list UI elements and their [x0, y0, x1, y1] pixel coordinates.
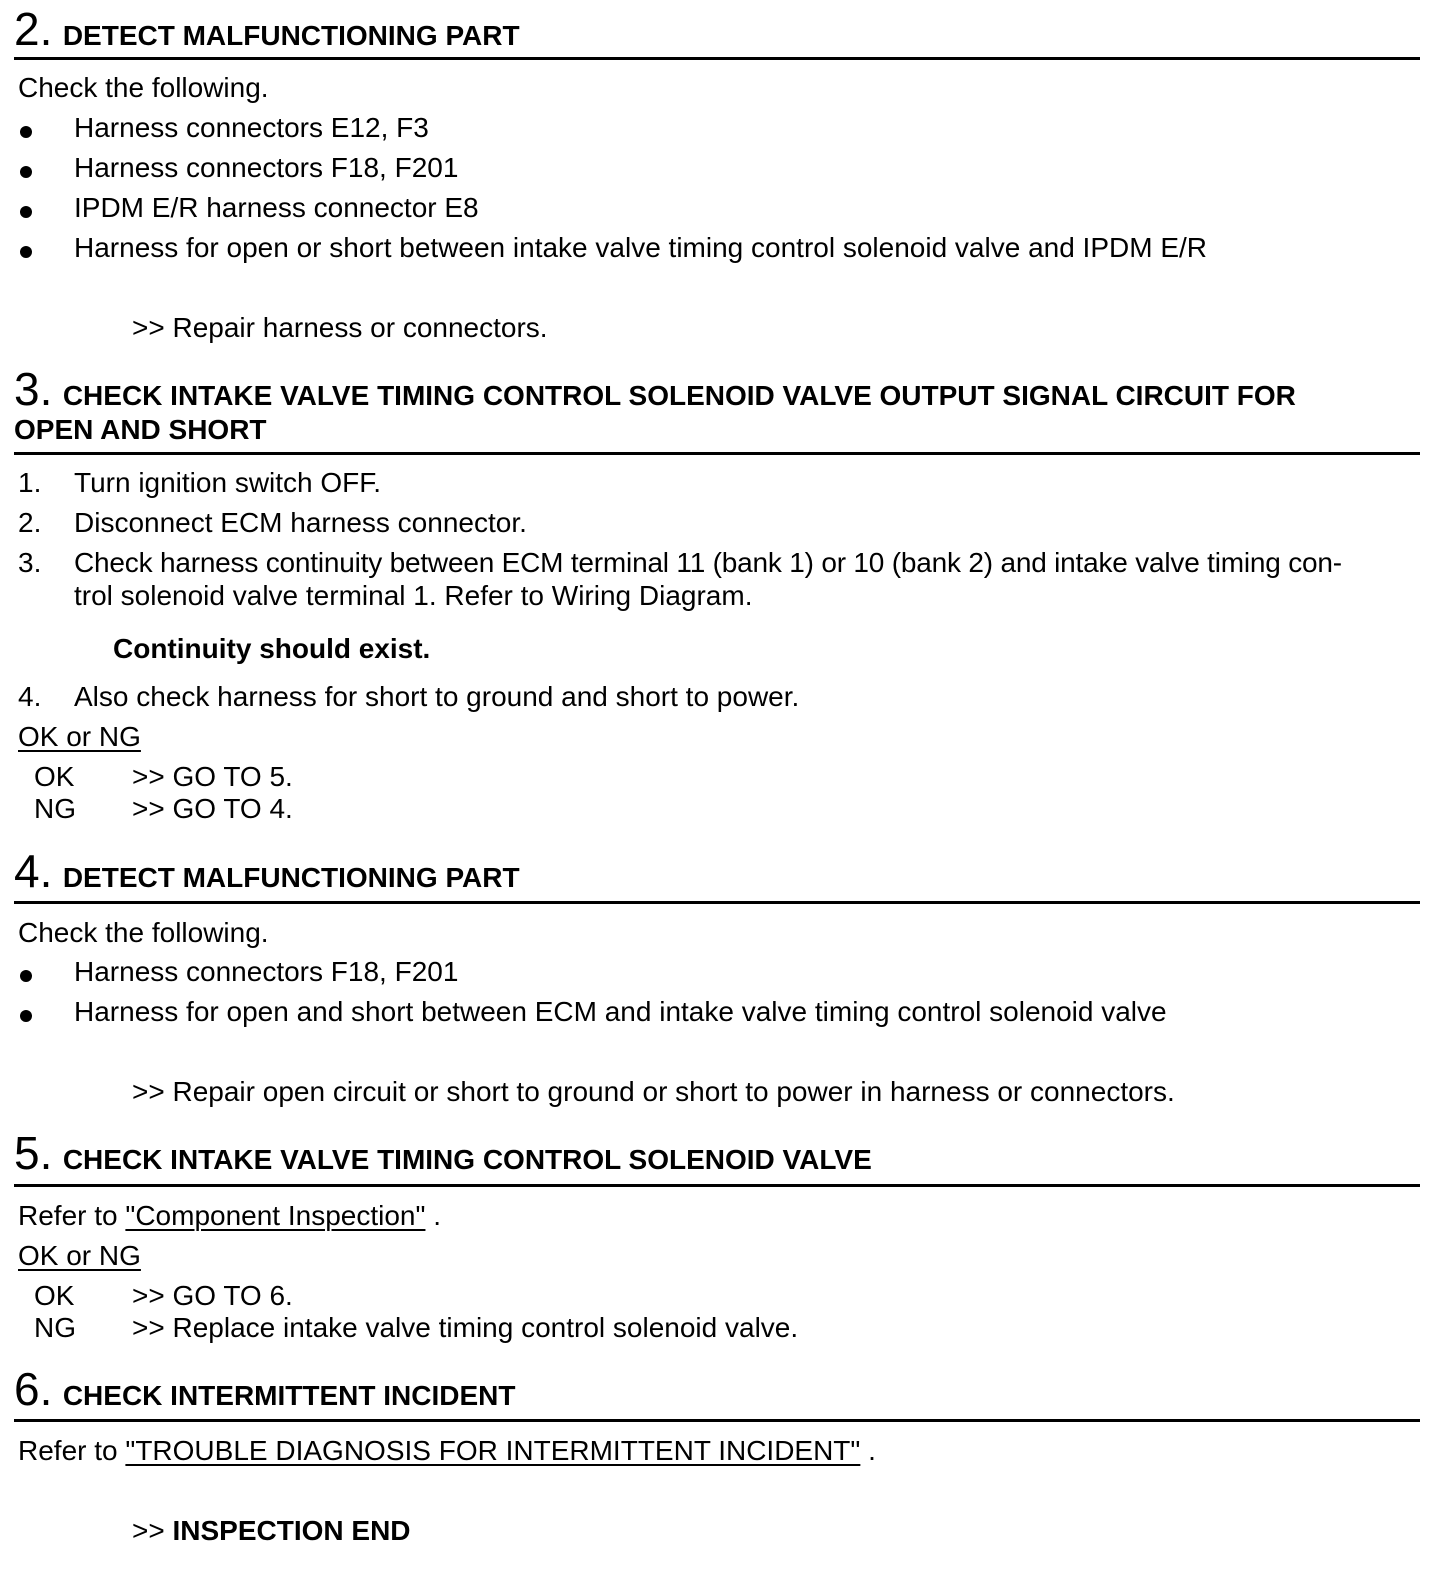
bullet-icon — [20, 1010, 32, 1022]
bullet-icon — [20, 246, 32, 258]
refer-suffix: . — [860, 1435, 876, 1466]
list-item: IPDM E/R harness connector E8 — [74, 192, 479, 223]
section-divider — [14, 1419, 1420, 1422]
section-divider — [14, 452, 1420, 455]
bullet-icon — [20, 206, 32, 218]
step-heading — [14, 3, 520, 55]
ok-label: OK — [34, 1280, 75, 1311]
step-index: 2. — [18, 507, 42, 538]
step-heading — [14, 1127, 872, 1179]
step-number: 5. — [14, 1127, 53, 1179]
intro-text: Check the following. — [18, 917, 269, 948]
list-item: Harness connectors F18, F201 — [74, 956, 459, 987]
ng-result: >> Replace intake valve timing control solenoid valve. — [132, 1312, 799, 1343]
ok-result: >> GO TO 5. — [132, 761, 293, 792]
refer-prefix: Refer to — [18, 1200, 126, 1231]
step-number: 3. — [14, 363, 53, 415]
step-text: Turn ignition switch OFF. — [74, 467, 382, 498]
step-number: 4. — [14, 845, 53, 897]
result-text: >> Repair harness or connectors. — [132, 312, 548, 343]
step-title: DETECT MALFUNCTIONING PART — [62, 20, 520, 51]
step-text-continued: trol solenoid valve terminal 1. Refer to Wiring Diagram. — [74, 580, 753, 611]
section-divider — [14, 901, 1420, 904]
ok-ng-label: OK or NG — [18, 1240, 141, 1271]
section-divider — [14, 57, 1420, 60]
spec-note: Continuity should exist. — [113, 633, 431, 664]
step-title: DETECT MALFUNCTIONING PART — [62, 862, 520, 893]
refer-prefix: Refer to — [18, 1435, 126, 1466]
list-item: Harness connectors F18, F201 — [74, 152, 459, 183]
step-index: 1. — [18, 467, 42, 498]
ng-label: NG — [34, 1312, 76, 1343]
bullet-icon — [20, 126, 32, 138]
refer-text — [18, 1200, 441, 1232]
inspection-end: INSPECTION END — [172, 1515, 411, 1546]
bullet-icon — [20, 166, 32, 178]
list-item: Harness for open and short between ECM and intake valve timing control solenoid valve — [74, 996, 1167, 1027]
list-item: Harness connectors E12, F3 — [74, 112, 429, 143]
ng-label: NG — [34, 793, 76, 824]
section-divider — [14, 1184, 1420, 1187]
step-title-continued: OPEN AND SHORT — [14, 414, 267, 445]
ng-result: >> GO TO 4. — [132, 793, 293, 824]
step-number: 6. — [14, 1363, 53, 1415]
bullet-icon — [20, 970, 32, 982]
step-text: Disconnect ECM harness connector. — [74, 507, 527, 538]
result-text: >> Repair open circuit or short to ground or short to power in harness or connectors. — [132, 1076, 1175, 1107]
step-index: 4. — [18, 681, 42, 712]
refer-suffix: . — [425, 1200, 442, 1231]
step-heading — [14, 1363, 516, 1415]
step-index: 3. — [18, 547, 42, 578]
intro-text: Check the following. — [18, 72, 269, 103]
step-number: 2. — [14, 3, 53, 55]
step-heading — [14, 845, 520, 897]
ok-label: OK — [34, 761, 75, 792]
ok-ng-label: OK or NG — [18, 721, 141, 752]
step-title: CHECK INTAKE VALVE TIMING CONTROL SOLENOID VALVE OUTPUT SIGNAL CIRCUIT FOR — [62, 380, 1296, 411]
refer-text — [18, 1435, 876, 1467]
list-item: Harness for open or short between intake valve timing control solenoid valve and IPDM E/R — [74, 232, 1208, 263]
step-title: CHECK INTAKE VALVE TIMING CONTROL SOLENOID VALVE — [62, 1144, 872, 1175]
step-text: Check harness continuity between ECM terminal 11 (bank 1) or 10 (bank 2) and intake valve timing con- — [74, 547, 1342, 578]
end-prefix: >> — [132, 1515, 173, 1546]
step-title: CHECK INTERMITTENT INCIDENT — [62, 1380, 516, 1411]
component-inspection-link[interactable]: "Component Inspection" — [125, 1200, 426, 1231]
step-heading — [14, 363, 1296, 415]
end-text — [132, 1515, 411, 1547]
ok-result: >> GO TO 6. — [132, 1280, 293, 1311]
step-text: Also check harness for short to ground and short to power. — [74, 681, 800, 712]
intermittent-incident-link[interactable]: "TROUBLE DIAGNOSIS FOR INTERMITTENT INCIDENT" — [125, 1435, 861, 1466]
